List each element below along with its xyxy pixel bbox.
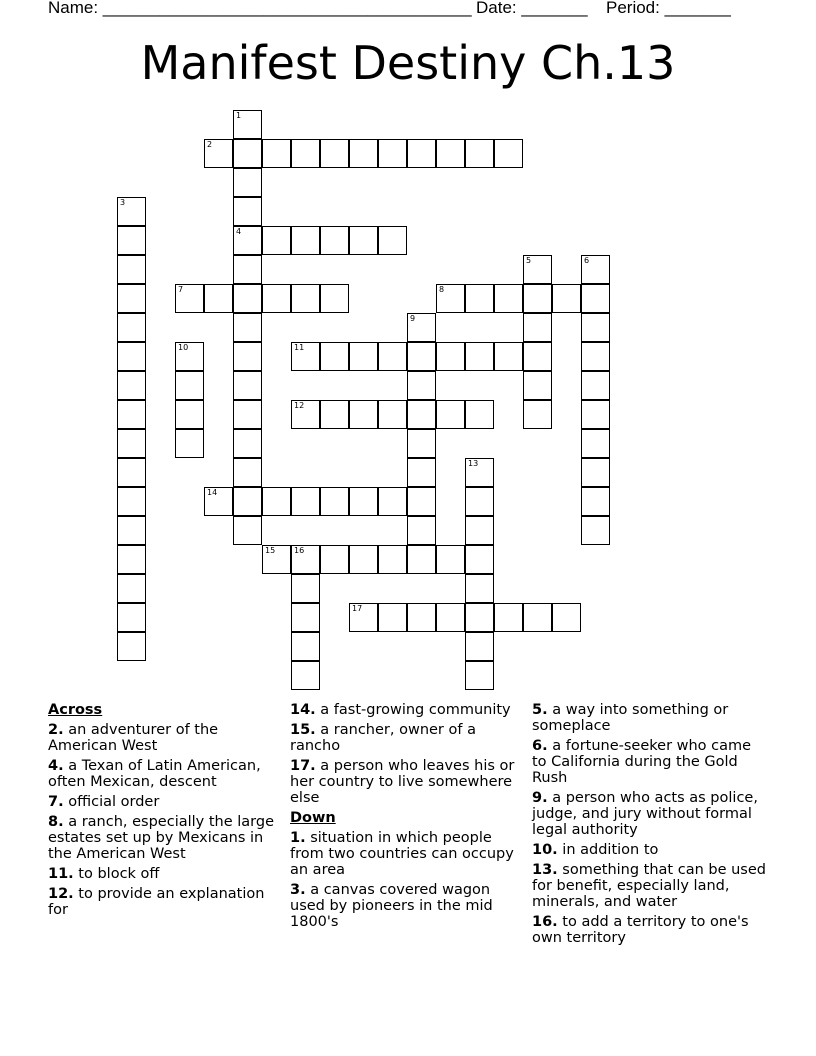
clue-number-label: 15 xyxy=(265,546,276,555)
clue-number-label: 14 xyxy=(207,488,218,497)
grid-cell[interactable] xyxy=(291,139,320,168)
grid-cell[interactable] xyxy=(436,284,465,313)
grid-cell[interactable] xyxy=(117,487,146,516)
clue-number-label: 8 xyxy=(439,285,445,294)
clues-column-3 xyxy=(532,702,768,950)
grid-cell[interactable] xyxy=(117,516,146,545)
grid-cell[interactable] xyxy=(581,400,610,429)
grid-cell[interactable] xyxy=(407,516,436,545)
date-field[interactable]: Date: _______ xyxy=(476,0,588,17)
grid-cell[interactable] xyxy=(117,574,146,603)
grid-cell[interactable] xyxy=(204,284,233,313)
clue-number-label: 3 xyxy=(120,198,126,207)
clue-number-label: 7 xyxy=(178,285,184,294)
grid-cell[interactable] xyxy=(523,400,552,429)
clue-number-label: 1 xyxy=(236,111,242,120)
grid-cell[interactable] xyxy=(465,574,494,603)
grid-cell[interactable] xyxy=(465,284,494,313)
period-field[interactable]: Period: _______ xyxy=(606,0,731,17)
grid-cell[interactable] xyxy=(407,400,436,429)
grid-cell[interactable] xyxy=(378,342,407,371)
grid-cell[interactable] xyxy=(407,487,436,516)
grid-cell[interactable] xyxy=(407,429,436,458)
grid-cell[interactable] xyxy=(233,487,262,516)
grid-cell[interactable] xyxy=(552,284,581,313)
grid-cell[interactable] xyxy=(291,545,320,574)
grid-cell[interactable] xyxy=(233,516,262,545)
grid-cell[interactable] xyxy=(378,226,407,255)
grid-cell[interactable] xyxy=(581,342,610,371)
grid-cell[interactable] xyxy=(204,139,233,168)
grid-cell[interactable] xyxy=(407,342,436,371)
clue-across-4: 4. a Texan of Latin American, often Mexican, descent xyxy=(48,758,261,790)
grid-cell[interactable] xyxy=(204,487,233,516)
grid-cell[interactable] xyxy=(581,284,610,313)
grid-cell[interactable] xyxy=(233,139,262,168)
grid-cell[interactable] xyxy=(233,342,262,371)
grid-cell[interactable] xyxy=(349,603,378,632)
clue-number-label: 16 xyxy=(294,546,305,555)
grid-cell[interactable] xyxy=(117,255,146,284)
page-title: Manifest Destiny Ch.13 xyxy=(140,36,676,90)
grid-cell[interactable] xyxy=(523,603,552,632)
grid-cell[interactable] xyxy=(465,632,494,661)
grid-cell[interactable] xyxy=(320,487,349,516)
clue-down-13: 13. something that can be used for benefit, especially land, minerals, and water xyxy=(532,862,766,910)
grid-cell[interactable] xyxy=(407,371,436,400)
grid-cell[interactable] xyxy=(320,139,349,168)
grid-cell[interactable] xyxy=(349,400,378,429)
grid-cell[interactable] xyxy=(320,342,349,371)
clue-number-label: 9 xyxy=(410,314,416,323)
grid-cell[interactable] xyxy=(581,429,610,458)
grid-cell[interactable] xyxy=(523,284,552,313)
clue-across-7: 7. official order xyxy=(48,794,160,810)
grid-cell[interactable] xyxy=(581,487,610,516)
grid-cell[interactable] xyxy=(378,545,407,574)
grid-cell[interactable] xyxy=(175,342,204,371)
grid-cell[interactable] xyxy=(494,139,523,168)
grid-cell[interactable] xyxy=(465,545,494,574)
grid-cell[interactable] xyxy=(465,487,494,516)
grid-cell[interactable] xyxy=(117,226,146,255)
grid-cell[interactable] xyxy=(291,342,320,371)
grid-cell[interactable] xyxy=(436,342,465,371)
grid-cell[interactable] xyxy=(378,603,407,632)
grid-cell[interactable] xyxy=(465,139,494,168)
grid-cell[interactable] xyxy=(117,284,146,313)
grid-cell[interactable] xyxy=(523,342,552,371)
clue-across-17: 17. a person who leaves his or her country to live somewhere else xyxy=(290,758,515,806)
grid-cell[interactable] xyxy=(291,574,320,603)
grid-cell[interactable] xyxy=(117,603,146,632)
grid-cell[interactable] xyxy=(320,400,349,429)
grid-cell[interactable] xyxy=(117,400,146,429)
grid-cell[interactable] xyxy=(465,400,494,429)
clue-across-15: 15. a rancher, owner of a rancho xyxy=(290,722,476,754)
clue-number-label: 13 xyxy=(468,459,479,468)
clue-down-6: 6. a fortune-seeker who came to California during the Gold Rush xyxy=(532,738,752,786)
grid-cell[interactable] xyxy=(117,342,146,371)
grid-cell[interactable] xyxy=(494,603,523,632)
clue-number-label: 11 xyxy=(294,343,305,352)
grid-cell[interactable] xyxy=(291,284,320,313)
across-heading: Across xyxy=(48,702,103,718)
grid-cell[interactable] xyxy=(581,458,610,487)
grid-cell[interactable] xyxy=(581,371,610,400)
clue-number-label: 5 xyxy=(526,256,532,265)
grid-cell[interactable] xyxy=(407,458,436,487)
grid-cell[interactable] xyxy=(349,545,378,574)
grid-cell[interactable] xyxy=(262,139,291,168)
grid-cell[interactable] xyxy=(407,603,436,632)
clue-down-3: 3. a canvas covered wagon used by pioneers in the mid 1800's xyxy=(290,882,493,930)
grid-cell[interactable] xyxy=(233,255,262,284)
grid-cell[interactable] xyxy=(465,342,494,371)
grid-cell[interactable] xyxy=(523,371,552,400)
grid-cell[interactable] xyxy=(175,284,204,313)
grid-cell[interactable] xyxy=(494,342,523,371)
clue-down-9: 9. a person who acts as police, judge, and jury without formal legal authority xyxy=(532,790,758,838)
name-field[interactable]: Name: _______________________________________ xyxy=(48,0,472,17)
grid-cell[interactable] xyxy=(349,487,378,516)
grid-cell[interactable] xyxy=(291,603,320,632)
grid-cell[interactable] xyxy=(523,255,552,284)
grid-cell[interactable] xyxy=(436,603,465,632)
grid-cell[interactable] xyxy=(465,661,494,690)
grid-cell[interactable] xyxy=(378,487,407,516)
clues-column-2 xyxy=(290,702,526,934)
grid-cell[interactable] xyxy=(262,226,291,255)
grid-cell[interactable] xyxy=(291,487,320,516)
grid-cell[interactable] xyxy=(523,313,552,342)
clue-across-11: 11. to block off xyxy=(48,866,160,882)
grid-cell[interactable] xyxy=(233,226,262,255)
grid-cell[interactable] xyxy=(378,400,407,429)
grid-cell[interactable] xyxy=(233,284,262,313)
grid-cell[interactable] xyxy=(175,400,204,429)
grid-cell[interactable] xyxy=(291,661,320,690)
grid-cell[interactable] xyxy=(291,400,320,429)
grid-cell[interactable] xyxy=(349,342,378,371)
grid-cell[interactable] xyxy=(436,139,465,168)
clue-down-10: 10. in addition to xyxy=(532,842,659,858)
clue-across-2: 2. an adventurer of the American West xyxy=(48,722,219,754)
grid-cell[interactable] xyxy=(320,284,349,313)
grid-cell[interactable] xyxy=(349,226,378,255)
grid-cell[interactable] xyxy=(233,371,262,400)
clue-number-label: 2 xyxy=(207,140,213,149)
grid-cell[interactable] xyxy=(436,400,465,429)
grid-cell[interactable] xyxy=(465,516,494,545)
grid-cell[interactable] xyxy=(117,313,146,342)
grid-cell[interactable] xyxy=(262,545,291,574)
grid-cell[interactable] xyxy=(233,429,262,458)
grid-cell[interactable] xyxy=(175,429,204,458)
grid-cell[interactable] xyxy=(262,284,291,313)
grid-cell[interactable] xyxy=(117,371,146,400)
clue-down-1: 1. situation in which people from two countries can occupy an area xyxy=(290,830,514,878)
grid-cell[interactable] xyxy=(581,255,610,284)
grid-cell[interactable] xyxy=(233,197,262,226)
grid-cell[interactable] xyxy=(465,458,494,487)
grid-cell[interactable] xyxy=(175,371,204,400)
clue-down-5: 5. a way into something or someplace xyxy=(532,702,729,734)
grid-cell[interactable] xyxy=(291,632,320,661)
clue-across-8: 8. a ranch, especially the large estates set up by Mexicans in the American West xyxy=(48,814,275,862)
grid-cell[interactable] xyxy=(320,226,349,255)
grid-cell[interactable] xyxy=(233,110,262,139)
clue-across-12: 12. to provide an explanation for xyxy=(48,886,265,918)
grid-cell[interactable] xyxy=(117,429,146,458)
grid-cell[interactable] xyxy=(436,545,465,574)
clue-number-label: 4 xyxy=(236,227,242,236)
grid-cell[interactable] xyxy=(494,284,523,313)
grid-cell[interactable] xyxy=(233,168,262,197)
clues-column-1 xyxy=(48,702,284,922)
grid-cell[interactable] xyxy=(233,400,262,429)
grid-cell[interactable] xyxy=(349,139,378,168)
grid-cell[interactable] xyxy=(320,545,349,574)
grid-cell[interactable] xyxy=(407,545,436,574)
grid-cell[interactable] xyxy=(378,139,407,168)
clue-across-14: 14. a fast-growing community xyxy=(290,702,511,718)
clue-number-label: 10 xyxy=(178,343,189,352)
grid-cell[interactable] xyxy=(233,313,262,342)
grid-cell[interactable] xyxy=(552,603,581,632)
down-heading: Down xyxy=(290,810,336,826)
grid-cell[interactable] xyxy=(407,313,436,342)
grid-cell[interactable] xyxy=(262,487,291,516)
grid-cell[interactable] xyxy=(291,226,320,255)
grid-cell[interactable] xyxy=(117,545,146,574)
grid-cell[interactable] xyxy=(407,139,436,168)
grid-cell[interactable] xyxy=(117,197,146,226)
grid-cell[interactable] xyxy=(117,632,146,661)
clue-number-label: 12 xyxy=(294,401,305,410)
grid-cell[interactable] xyxy=(465,603,494,632)
grid-cell[interactable] xyxy=(581,313,610,342)
clue-number-label: 17 xyxy=(352,604,363,613)
clue-down-16: 16. to add a territory to one's own territory xyxy=(532,914,749,946)
grid-cell[interactable] xyxy=(581,516,610,545)
grid-cell[interactable] xyxy=(233,458,262,487)
clue-number-label: 6 xyxy=(584,256,590,265)
grid-cell[interactable] xyxy=(117,458,146,487)
